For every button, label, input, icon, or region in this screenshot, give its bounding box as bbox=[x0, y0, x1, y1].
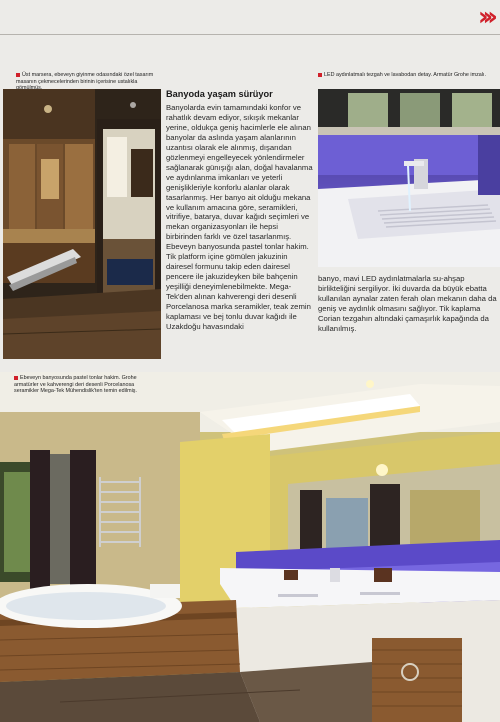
article-heading: Banyoda yaşam sürüyor bbox=[166, 89, 273, 99]
photo3-caption bbox=[14, 375, 144, 395]
wardrobe-photo bbox=[3, 89, 161, 359]
photo2-caption bbox=[318, 72, 498, 79]
caption-marker-icon bbox=[318, 73, 322, 77]
photo3-caption-text: Ebeveyn banyosunda pastel tonlar hakim. Grohe armatürler ve kahverengi deri desenli Porcelanosa seramikler Mega-Tek Mühendislik'ten temin edilmiş. bbox=[14, 375, 137, 395]
header-divider bbox=[0, 34, 500, 35]
master-bathroom-photo bbox=[0, 372, 500, 722]
chevron-right-icon bbox=[478, 4, 492, 30]
article-continuation: banyo, mavi LED aydınlatmalarla su-ahşap birlikteliğini sergiliyor. İki duvarda da büyük ebatta kullanılan aynalar zaten ferah olan mekanın daha da geniş ve aydınlık olmasını sağlıyor. Tik kaplama Corian tezgahın altındaki çamaşırlık kapağında da kullanılmış. bbox=[318, 274, 497, 333]
photo1-caption-text: Üst marsera, ebeveyn giyinme odasındaki özel tasarım masanın çekmecelerinden birinin içerisine ustalıkla bbox=[16, 72, 154, 85]
article-column bbox=[166, 89, 314, 332]
article-body: Banyolarda evin tamamındaki konfor ve rahatlık devam ediyor, sıkışık mekanlar yerine, oldukça geniş hacimlerle ele alınan banyolar da aslında yaşam alanlarının uzantısı olarak ele alınmış, dışarıdan gözlenmeyi engelleyecek yönlendirmeler sağlanarak günışığı alan, doğal havalanma ve aydınlanma imkanları ve yeterli genişlikleriyle konforlu alanlar olarak tasarlanmış. Her banyo ait olduğu mekana ve kullanım amacına göre, seramikleri, vitrifiye, batarya, duvar kağıdı seçimleri ve mekan organizasyonları ile hepsi birbirinden farklı ve özel tasarlanmış. Ebeveyn banyosunda pastel tonlar hakim. Tik platform içine gömülen jakuzinin dairesel formunu takip eden dairesel pencere ile jakuzideyken bile bahçenin yeşilliği deneyimlenebilmekte. Mega-Tek'den alınan kahverengi deri desenli Porcelanosa marka seramikler, teak zemin kaplaması ve bej tonlu duvar kağıdı ile Uzakdoğu havasındaki bbox=[166, 103, 313, 331]
page-chevrons: ››› bbox=[477, 2, 492, 32]
led-sink-photo bbox=[318, 89, 500, 267]
caption-marker-icon bbox=[14, 376, 18, 380]
photo2-caption-text: LED aydınlatmalı tezgah ve lavabodan detay. Armatür Grohe imzalı. bbox=[324, 72, 487, 78]
caption-marker-icon bbox=[16, 73, 20, 77]
